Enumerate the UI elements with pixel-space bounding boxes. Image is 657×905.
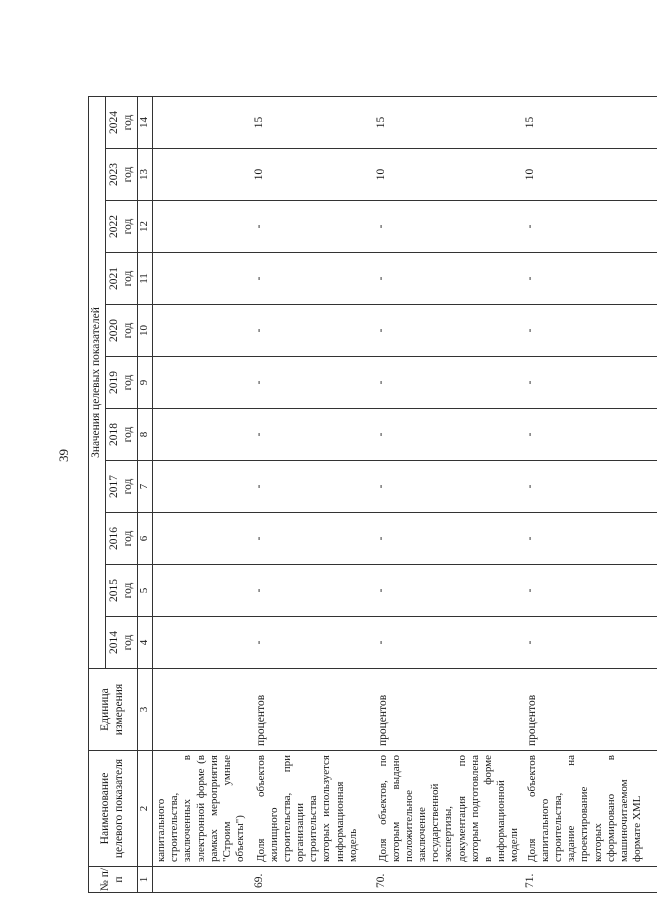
header-year-2014 — [106, 617, 138, 669]
row-value: - — [253, 253, 375, 305]
header-year-2015 — [106, 565, 138, 617]
row-value: - — [524, 253, 657, 305]
header-values-group: Значения целевых показателей — [89, 97, 106, 669]
column-index: 8 — [138, 409, 153, 461]
row-value: - — [375, 201, 524, 253]
header-year-value: 2022 — [108, 215, 121, 238]
row-value: - — [524, 461, 657, 513]
rotated-page — [88, 33, 644, 893]
row-value: - — [253, 305, 375, 357]
continuation-text: капитального строительства, заключенных в электронной форме (в рамках мероприятия "Строим умные объекты") — [153, 751, 253, 867]
page-number: 39 — [56, 449, 71, 462]
table-row — [253, 97, 375, 893]
column-index: 10 — [138, 305, 153, 357]
header-year-2021 — [106, 253, 138, 305]
row-unit: процентов — [524, 669, 657, 751]
row-value: - — [253, 513, 375, 565]
column-index: 13 — [138, 149, 153, 201]
header-year-suffix: год — [121, 478, 134, 495]
column-index: 5 — [138, 565, 153, 617]
header-year-2023 — [106, 149, 138, 201]
row-value: - — [375, 617, 524, 669]
row-value: - — [524, 357, 657, 409]
header-year-2017 — [106, 461, 138, 513]
header-num: № п/п — [89, 867, 138, 893]
header-year-value: 2023 — [108, 163, 121, 186]
header-year-2018 — [106, 409, 138, 461]
column-index: 6 — [138, 513, 153, 565]
targets-table — [88, 96, 657, 893]
column-index: 11 — [138, 253, 153, 305]
header-year-suffix: год — [121, 218, 134, 235]
header-year-value: 2017 — [108, 475, 121, 498]
header-year-suffix: год — [121, 114, 134, 131]
header-year-2019 — [106, 357, 138, 409]
row-name: Доля объектов капитального строительства, задание на проектирование которых сформировано в машиночитаемом формате XML — [524, 751, 657, 867]
header-year-value: 2016 — [108, 527, 121, 550]
row-value: 15 — [375, 97, 524, 149]
row-value: - — [524, 409, 657, 461]
row-value: - — [524, 565, 657, 617]
row-value: - — [253, 565, 375, 617]
header-name: Наименование целевого показателя — [89, 751, 138, 867]
header-year-suffix: год — [121, 582, 134, 599]
row-value: - — [253, 461, 375, 513]
header-year-2016 — [106, 513, 138, 565]
row-value: - — [375, 305, 524, 357]
row-value: - — [524, 513, 657, 565]
header-year-2024 — [106, 97, 138, 149]
row-number: 69. — [253, 867, 375, 893]
header-year-suffix: год — [121, 634, 134, 651]
row-value: - — [253, 201, 375, 253]
column-index: 3 — [138, 669, 153, 751]
column-index: 14 — [138, 97, 153, 149]
header-year-2022 — [106, 201, 138, 253]
header-year-suffix: год — [121, 530, 134, 547]
row-value: 10 — [375, 149, 524, 201]
header-year-value: 2015 — [108, 579, 121, 602]
header-year-value: 2024 — [108, 111, 121, 134]
header-year-value: 2018 — [108, 423, 121, 446]
column-index: 7 — [138, 461, 153, 513]
column-index: 9 — [138, 357, 153, 409]
row-value: - — [375, 253, 524, 305]
header-year-suffix: год — [121, 374, 134, 391]
table-row — [375, 97, 524, 893]
row-value: 10 — [524, 149, 657, 201]
header-year-value: 2019 — [108, 371, 121, 394]
row-value: - — [253, 617, 375, 669]
header-year-value: 2020 — [108, 319, 121, 342]
row-value: - — [253, 409, 375, 461]
header-year-suffix: год — [121, 426, 134, 443]
header-year-suffix: год — [121, 166, 134, 183]
header-year-value: 2021 — [108, 267, 121, 290]
row-value: - — [375, 513, 524, 565]
header-unit: Единица измерения — [89, 669, 138, 751]
header-year-suffix: год — [121, 322, 134, 339]
header-year-2020 — [106, 305, 138, 357]
column-index: 12 — [138, 201, 153, 253]
column-index: 2 — [138, 751, 153, 867]
row-value: 15 — [524, 97, 657, 149]
row-number: 71. — [524, 867, 657, 893]
row-value: - — [375, 357, 524, 409]
row-value: - — [524, 305, 657, 357]
row-unit: процентов — [253, 669, 375, 751]
header-year-value: 2014 — [108, 631, 121, 654]
table-row — [524, 97, 657, 893]
header-year-suffix: год — [121, 270, 134, 287]
column-index: 4 — [138, 617, 153, 669]
row-value: - — [375, 565, 524, 617]
row-value: - — [524, 201, 657, 253]
row-unit: процентов — [375, 669, 524, 751]
column-index: 1 — [138, 867, 153, 893]
row-name: Доля объектов, по которым выдано положительное заключение государственной экспертизы, документация по которым подготовлена в форме информационной модели — [375, 751, 524, 867]
row-value: 10 — [253, 149, 375, 201]
row-value: - — [375, 409, 524, 461]
row-value: - — [375, 461, 524, 513]
row-value: - — [524, 617, 657, 669]
row-name: Доля объектов жилищного строительства, при организации строительства которых используется информационная модель — [253, 751, 375, 867]
row-value: - — [253, 357, 375, 409]
row-value: 15 — [253, 97, 375, 149]
row-number: 70. — [375, 867, 524, 893]
